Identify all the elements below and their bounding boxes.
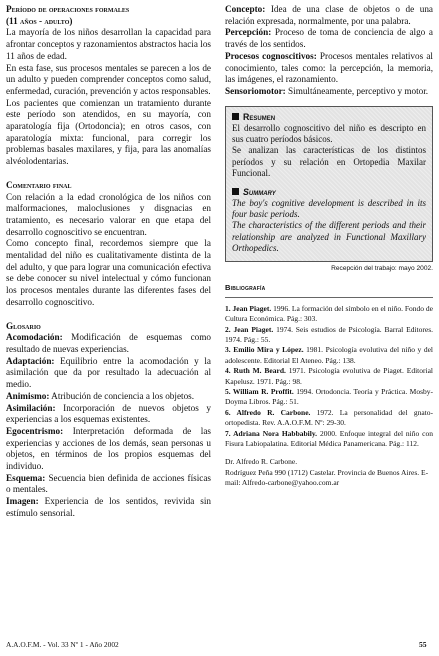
glossary-term: Procesos cognoscitivos: — [225, 50, 317, 61]
glossary-entry — [225, 51, 433, 86]
glossary-entry — [225, 4, 433, 27]
glossary-definition: Interpretación deformada de las experiencias y acciones de los demás, sean personas u objetos, en términos de los propios esquemas del individuo. — [6, 425, 211, 472]
glossary-definition: Secuencia bien definida de acciones físicas o mentales. — [6, 472, 211, 495]
bibliography-text: 2000. Enfoque integral del niño con Fisura Labiopalatina. Editorial Médica Panamericana. Pág.: 112. — [225, 428, 433, 448]
glossary-entry — [6, 403, 211, 426]
glossary-definition: Procesos mentales relativos al conocimiento, tales como: la percepción, la memoria, las imágenes, el razonamiento. — [225, 50, 433, 85]
summary-paragraph: The boy's cognitive development is described in its four basic periods. — [232, 197, 426, 220]
bibliography-list — [225, 304, 433, 450]
glossary-definition: Modificación de esquemas como resultado de nuevas experiencias. — [6, 332, 211, 354]
bibliography-heading: Bibliografía — [225, 282, 266, 292]
square-bullet-icon — [232, 113, 239, 120]
glossary-term: Percepción: — [225, 27, 272, 38]
paragraph: En esta fase, sus procesos mentales se parecen a los de un adulto y pueden comprender conceptos como salud, enfermedad, curación, prevención y actos responsables. — [6, 62, 211, 96]
glossary-term: Esquema: — [6, 472, 46, 483]
paragraph: La mayoría de los niños desarrollan la capacidad para afrontar conceptos y razonamientos abstractos hacia los 11 años de edad. — [6, 27, 211, 61]
bibliography-author: 5. William R. Proffit. — [225, 386, 294, 396]
abstract-box — [225, 106, 433, 262]
glossary-definition: Idea de una clase de objetos o de una relación expresada, normalmente, por una palabra. — [225, 4, 433, 26]
bibliography-author: 2. Jean Piaget. — [225, 324, 274, 334]
bibliography-item — [225, 325, 433, 346]
bibliography-author: 4. Ruth M. Beard. — [225, 366, 286, 376]
section-heading-periodo: Período de operaciones formales — [6, 4, 130, 14]
author-address: Rodríguez Peña 990 (1712) Castelar. Provincia de Buenos Aires. E-mail: Alfredo-carbone@yahoo.com.ar — [225, 467, 429, 488]
bibliography-text: 1971. Psicología evolutiva de Piaget. Editorial Kapelusz. 1971. Pág.: 98. — [225, 366, 433, 386]
glossary-definition: Atribución de conciencia a los objetos. — [49, 390, 195, 401]
glossary-term: Concepto: — [225, 4, 266, 14]
paragraph: Con relación a la edad cronológica de los niños con malformaciones, maloclusiones y disgnacias en tratamiento, es necesario valorar en que etapa del desarrollo cognoscitivo se encuentran. — [6, 191, 211, 237]
bibliography-author: 3. Emilio Mira y López. — [225, 345, 304, 355]
glossary-term: Asimilación: — [6, 402, 56, 413]
section-heading-comentario: Comentario final — [6, 179, 72, 190]
bibliography-author: 1. Jean Piaget. — [225, 303, 272, 313]
summary-paragraph: The characteristics of the different periods and their relationship are analyzed in Functional Maxillary Orthopedics. — [232, 220, 426, 254]
glossary-entry — [6, 332, 211, 355]
author-block — [225, 457, 433, 488]
resumen-paragraph: Se analizan las características de los distintos períodos y su relación en Ortopedia Maxilar Funcional. — [232, 145, 426, 179]
right-column — [225, 4, 433, 489]
glossary-entry — [225, 27, 433, 50]
glossary-term: Adaptación: — [6, 355, 55, 366]
glossary-entry — [6, 496, 211, 519]
bibliography-item — [225, 366, 433, 387]
bibliography-text: 1974. Seis estudios de Psicología. Barral Editores. 1974. Pág.: 55. — [225, 324, 433, 344]
bibliography-item — [225, 304, 433, 325]
glossary-entry — [6, 356, 211, 391]
bibliography-text: 1972. La personalidad del gnato-ortopedista. Rev. A.A.O.F.M. Nº: 29-30. — [225, 407, 433, 428]
square-bullet-icon — [232, 188, 239, 195]
section-heading-glosario: Glosario — [6, 320, 41, 331]
page-number: 55 — [419, 640, 427, 649]
glossary-definition: Incorporación de nuevos objetos y experiencias a los esquemas existentes. — [6, 402, 211, 425]
section-subheading-age: (11 años - adulto) — [6, 15, 73, 26]
resumen-heading — [232, 112, 426, 122]
divider — [225, 297, 433, 298]
summary-heading — [232, 187, 426, 197]
left-column — [6, 4, 211, 520]
reception-date: Recepción del trabajo: mayo 2002. — [331, 264, 433, 272]
glossary-entry — [225, 86, 433, 98]
glossary-definition: Simultáneamente, perceptivo y motor. — [285, 85, 429, 96]
glossary-term: Sensoriomotor: — [225, 85, 286, 96]
paragraph: Los pacientes que comienzan un tratamiento durante este período son atendidos, en su mayoría, con aparatología fija (Ortodoncia); en otros casos, con aparatología mixta: funcional, para corregir los problemas basales maxilares, y fija, para las anomalías alvéolodentarias. — [6, 97, 211, 167]
glossary-term: Imagen: — [6, 496, 39, 507]
bibliography-item — [225, 345, 433, 366]
glossary-list-continued — [225, 4, 433, 98]
bibliography-text: 1981. Psicología evolutiva del niño y del adolescente. Editorial El Ateneo. Pág.: 138. — [225, 345, 433, 365]
author-name: Dr. Alfredo R. Carbone. — [225, 457, 298, 467]
bibliography-item — [225, 408, 433, 429]
resumen-heading-text: Resumen — [243, 111, 276, 122]
glossary-term: Acomodación: — [6, 332, 63, 343]
glossary-definition: Equilibrio entre la acomodación y la asimilación que da por resultado la adecuación al medio. — [6, 355, 211, 390]
bibliography-author: 6. Alfredo R. Carbone. — [225, 407, 311, 417]
glossary-term: Animismo: — [6, 390, 50, 401]
bibliography-text: 1994. Ortodoncia. Teoría y Práctica. Mosby-Doyma Libros. Pág.: 51. — [225, 386, 433, 407]
glossary-list — [6, 332, 211, 519]
summary-heading-text: Summary — [243, 186, 276, 197]
glossary-entry — [6, 391, 211, 403]
glossary-entry — [6, 473, 211, 496]
bibliography-item — [225, 429, 433, 450]
bibliography-author: 7. Adriana Nora Habbabily. — [225, 428, 318, 438]
bibliography-text: 1996. La formación del símbolo en el niño. Fondo de Cultura Económica. Pág.: 303. — [225, 303, 433, 324]
glossary-definition: Proceso de toma de conciencia de algo a través de los sentidos. — [225, 27, 433, 50]
resumen-paragraph: El desarrollo cognoscitivo del niño es descripto en sus cuatro períodos básicos. — [232, 122, 426, 145]
footer-journal: A.A.O.F.M. - Vol. 33 Nº 1 - Año 2002 — [6, 640, 119, 649]
paragraph: Como concepto final, recordemos siempre que la mentalidad del niño es cualitativamente distinta de la del adulto, y que para lograr una comunicación efectiva se debe conocer su nivel intelectual y cómo funcionan los procesos mentales durante las diferentes fases del desarrollo cognoscitivo. — [6, 238, 211, 307]
glossary-term: Egocentrismo: — [6, 425, 64, 436]
glossary-definition: Experiencia de los sentidos, revivida sin estímulo sensorial. — [6, 496, 211, 518]
glossary-entry — [6, 426, 211, 473]
bibliography-item — [225, 387, 433, 408]
